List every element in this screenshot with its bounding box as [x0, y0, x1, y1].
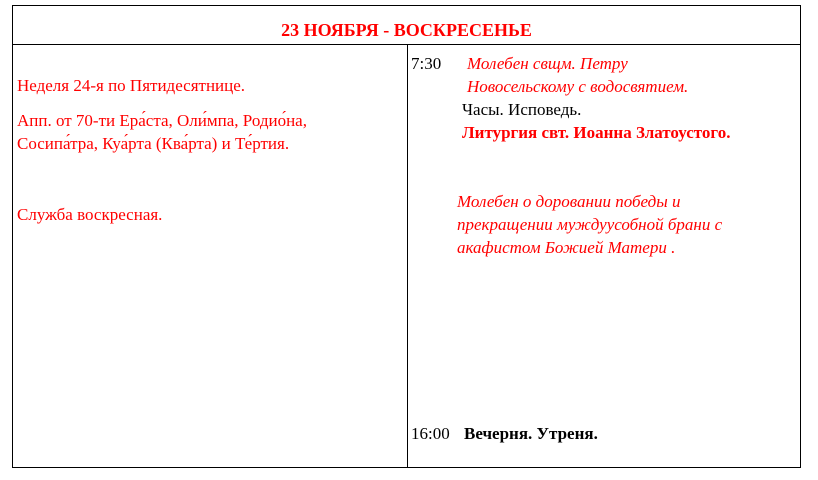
column-divider	[407, 45, 408, 467]
prayer-line-2: прекращении муждуусобной брани с	[457, 215, 723, 234]
prayer-line-3: акафистом Божией Матери .	[457, 238, 676, 257]
moleben-line-2: Новосельскому с водосвятием.	[467, 77, 689, 96]
saints-line-1: Апп. от 70-ти Ера́ста, Оли́мпа, Родио́на,	[17, 111, 307, 130]
prayer-line-1: Молебен о доровании победы и	[457, 192, 681, 211]
moleben-line-1: Молебен свщм. Петру	[467, 54, 628, 73]
liturgy-title: Литургия свт. Иоанна Златоустого.	[462, 123, 731, 142]
schedule-table	[12, 5, 801, 468]
hours-confession: Часы. Исповедь.	[462, 100, 582, 119]
service-type: Служба воскресная.	[17, 205, 163, 224]
vespers-matins: Вечерня. Утреня.	[464, 424, 598, 443]
week-title: Неделя 24-я по Пятидесятнице.	[17, 76, 246, 95]
evening-time: 16:00	[411, 424, 450, 443]
saints-line-2: Сосипа́тра, Куа́рта (Ква́рта) и Те́ртия.	[17, 134, 290, 153]
morning-time: 7:30	[411, 54, 442, 73]
day-header: 23 НОЯБРЯ - ВОСКРЕСЕНЬЕ	[13, 6, 800, 45]
